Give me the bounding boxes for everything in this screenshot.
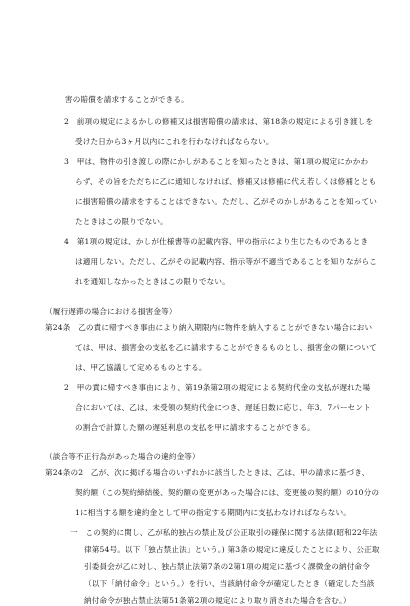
section-heading: （履行遅滞の場合における損害金等） xyxy=(45,307,177,316)
text-line: （以下「納付命令」という。）を行い、当該納付命令が確定したとき（確定した当該 xyxy=(84,579,375,588)
text-line: 納付命令が独占禁止法第51条第2項の規定により取り消された場合を含む。） xyxy=(84,596,351,605)
text-line: の割合で計算した額の遅延利息の支払を甲に請求することができる。 xyxy=(75,423,316,432)
text-line: 2 甲の責に帰すべき事由により、第19条第2項の規定による契約代金の支払が遅れた場 xyxy=(64,383,371,392)
text-line: 4 第1項の規定は、かしが仕様書等の記載内容、甲の指示により生じたものであるとき xyxy=(64,237,369,246)
text-line: に損害賠償の請求をすることはできない。ただし、乙がそのかしがあることを知ってい xyxy=(75,197,378,206)
text-line: 3 甲は、物件の引き渡しの際にかしがあることを知ったときは、第1項の規定にかかわ xyxy=(64,157,369,166)
text-line: 害の賠償を請求することができる。 xyxy=(65,95,189,104)
text-line: は適用しない。ただし、乙がその記載内容、指示等が不適当であることを知りながらこ xyxy=(75,257,378,266)
text-line: 1に相当する額を違約金として甲の指定する期間内に支払わなければならない。 xyxy=(75,508,352,517)
text-line: たときはこの限りでない。 xyxy=(75,217,168,226)
text-line: 第24条の2 乙が、次に掲げる場合のいずれかに該当したときは、乙は、甲の請求に基づき、 xyxy=(45,468,370,477)
text-line: 合においては、乙は、未受領の契約代金につき、遅延日数に応じ、年3．7パーセント xyxy=(75,403,371,412)
text-line: らず、その旨をただちに乙に通知しなければ、修補又は修補に代え若しくは修補ととも xyxy=(75,177,377,186)
text-line: 律第54号。以下「独占禁止法」という。) 第3条の規定に違反したことにより、公正取 xyxy=(84,545,380,554)
text-line: 契約額（この契約締結後、契約額の変更があった場合には、変更後の契約額）の10分の xyxy=(75,488,380,497)
text-line: 一 この契約に関し、乙が私的独占の禁止及び公正取引の確保に関する法律(昭和22年法 xyxy=(70,528,378,537)
text-line: 第24条 乙の責に帰すべき事由により納入期限内に物件を納入することができない場合におい xyxy=(45,323,373,332)
text-line: れを通知しなかったときはこの限りでない。 xyxy=(75,277,230,286)
text-line: 2 前項の規定によるかしの修補又は損害賠償の請求は、第18条の規定による引き渡しを xyxy=(64,117,374,126)
text-line: 受けた日から3ヶ月以内にこれを行わなければならない。 xyxy=(75,137,274,146)
section-heading: （談合等不正行為があった場合の違約金等） xyxy=(45,452,200,461)
text-line: ては、甲は、損害金の支払を乙に請求することができるものとし、損害金の額について xyxy=(75,343,377,352)
text-line: は、甲乙協議して定めるものとする。 xyxy=(75,363,207,372)
text-line: 引委員会が乙に対し、独占禁止法第7条の2第1項の規定に基づく課徴金の納付命令 xyxy=(84,562,370,571)
